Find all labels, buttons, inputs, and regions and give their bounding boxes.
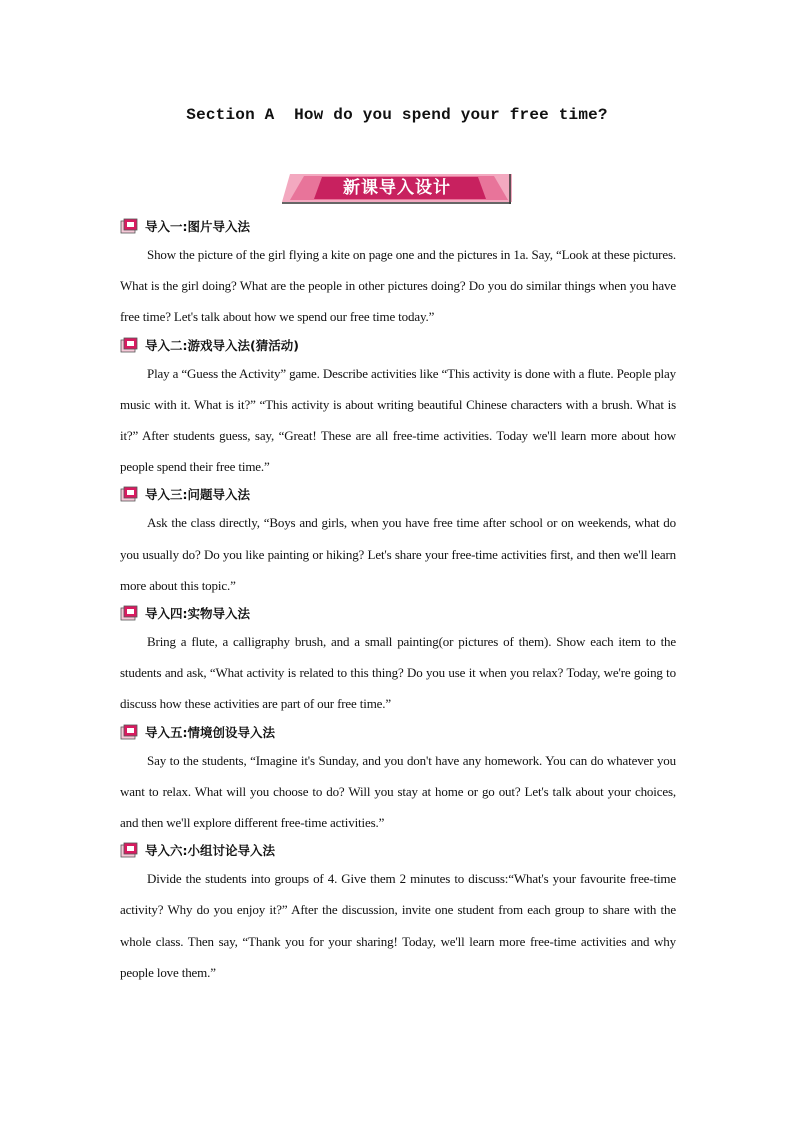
intro-section-4: [120, 601, 676, 720]
book-bullet-icon: [120, 337, 138, 353]
section-paragraph: Bring a flute, a calligraphy brush, and a small painting(or pictures of them). Show each item to the students and ask, “What activity is related to this thing? Do you use it when you relax? Today, we're going to discuss how these activities are part of our free time.”: [120, 634, 676, 712]
section-paragraph: Divide the students into groups of 4. Give them 2 minutes to discuss:“What's your favourite free-time activity? Why do you enjoy it?” After the discussion, invite one student from each group to share with the whole class. Then say, “Thank you for your sharing! Today, we'll learn more free-time activities and why people love them.”: [120, 871, 676, 980]
section-heading: [120, 720, 676, 745]
book-bullet-icon: [120, 486, 138, 502]
section-heading: [120, 601, 676, 626]
section-heading-text: 导入四:实物导入法: [145, 606, 250, 622]
section-paragraph: Say to the students, “Imagine it's Sunday, and you don't have any homework. You can do whatever you want to relax. What will you choose to do? Will you stay at home or go out? Let's talk about your choices, and then we'll explore different free-time activities.”: [120, 752, 676, 831]
book-bullet-icon: [120, 842, 138, 858]
section-banner: [282, 174, 512, 204]
section-paragraph: Ask the class directly, “Boys and girls, when you have free time after school or on weekends, what do you usually do? Do you like painting or hiking? Let's share your free-time activities first, and then we'll learn more about this topic.”: [120, 515, 676, 593]
content-area: [120, 214, 676, 988]
section-heading-text: 导入三:问题导入法: [145, 487, 250, 503]
book-bullet-icon: [120, 724, 138, 740]
section-heading-text: 导入一:图片导入法: [145, 219, 250, 234]
book-bullet-icon: [120, 605, 138, 621]
banner-title: 新课导入设计: [343, 178, 451, 198]
page-title: Section A How do you spend your free time?: [186, 106, 608, 124]
intro-section-5: [120, 720, 676, 839]
section-heading-text: 导入五:情境创设导入法: [145, 724, 275, 740]
section-heading-text: 导入二:游戏导入法(猜活动): [145, 337, 299, 353]
section-heading: [120, 333, 676, 358]
section-heading-text: 导入六:小组讨论导入法: [145, 843, 275, 859]
intro-section-6: [120, 838, 676, 988]
section-heading: [120, 214, 676, 239]
intro-section-1: [120, 214, 676, 333]
section-paragraph: Show the picture of the girl flying a kite on page one and the pictures in 1a. Say, “Look at these pictures. What is the girl doing? What are the people in other pictures doing? Do you do similar things when you have free time? Let's talk about how we spend our free time today.”: [120, 247, 676, 325]
intro-section-3: [120, 482, 676, 601]
intro-section-2: [120, 333, 676, 483]
book-bullet-icon: [120, 218, 138, 234]
section-heading: [120, 482, 676, 507]
section-paragraph: Play a “Guess the Activity” game. Describe activities like “This activity is done with a flute. People play music with it. What is it?” “This activity is about writing beautiful Chinese characters with a brush. What is it?” After students guess, say, “Great! These are all free-time activities. Today we'll learn more about how people spend their free time.”: [120, 365, 676, 475]
section-heading: [120, 838, 676, 863]
